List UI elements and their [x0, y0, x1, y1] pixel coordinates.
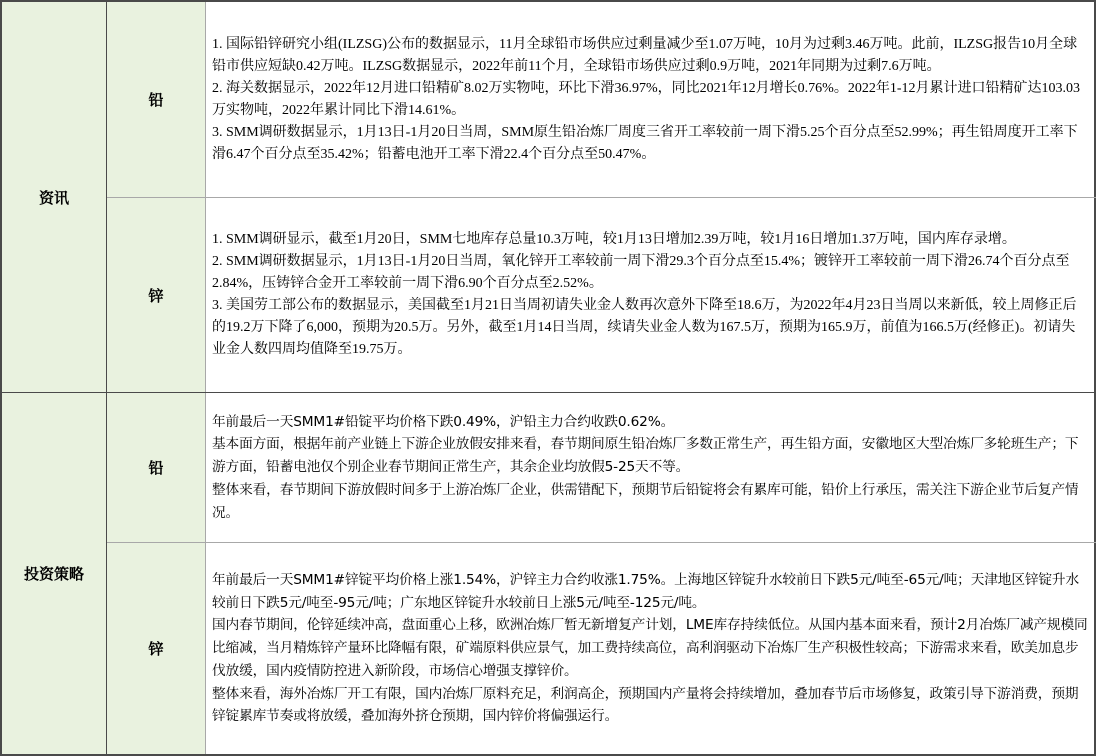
paragraph: 3. 美国劳工部公布的数据显示，美国截至1月21日当周初请失业金人数再次意外下降至18.6万，为2022年4月23日当周以来新低，较上周修正后的19.2万下降了6,000，预期为20.5万。另外，截至1月14日当周，续请失业金人数为167.5万，预期为165.9万，前值为166.5万(经修正)。初请失业金人数四周均值降至19.75万。	[212, 298, 1077, 357]
metal-label: 铅	[148, 459, 164, 477]
metal-label: 锌	[148, 286, 164, 305]
paragraph: 年前最后一天SMM1#锌锭平均价格上涨1.54%，沪锌主力合约收涨1.75%。上海地区锌锭升水较前日下跌5元/吨至-65元/吨；天津地区锌锭升水较前日下跌5元/吨至-95元/吨；广东地区锌锭升水较前日上涨5元/吨至-125元/吨。	[212, 572, 1080, 611]
paragraph: 3. SMM调研数据显示，1月13日-1月20日当周，SMM原生铅冶炼厂周度三省开工率较前一周下滑5.25个百分点至52.99%；再生铅周度开工率下滑6.47个百分点至35.42%；铅蓄电池开工率下滑22.4个百分点至50.47%。	[212, 124, 1078, 162]
metal-label: 锌	[148, 640, 164, 658]
paragraph: 基本面方面，根据年前产业链上下游企业放假安排来看，春节期间原生铅冶炼厂多数正常生产，再生铅方面，安徽地区大型冶炼厂多轮班生产；下游方面，铅蓄电池仅个别企业春节期间正常生产，其余企业均放假5-25天不等。	[212, 436, 1079, 476]
paragraph: 1. 国际铅锌研究小组(ILZSG)公布的数据显示，11月全球铅市场供应过剩量减少至1.07万吨，10月为过剩3.46万吨。此前，ILZSG报告10月全球铅市供应短缺0.42万吨。ILZSG数据显示，2022年前11个月，全球铅市场供应过剩0.9万吨，2021年同期为过剩7.6万吨。	[212, 36, 1078, 74]
paragraph: 国内春节期间，伦锌延续冲高，盘面重心上移，欧洲冶炼厂暂无新增复产计划，LME库存持续低位。从国内基本面来看，预计2月冶炼厂减产规模同比缩减，当月精炼锌产量环比降幅有限，矿端原料供应景气，加工费持续高位，高利润驱动下冶炼厂生产积极性较高；下游需求来看，欧美加息步伐放缓，国内疫情防控进入新阶段，市场信心增强支撑锌价。	[212, 617, 1088, 679]
metal-cell-strategy-zinc	[107, 543, 206, 754]
category-cell-strategy	[2, 393, 107, 754]
paragraph: 2. 海关数据显示，2022年12月进口铅精矿8.02万实物吨，环比下滑36.97%，同比2021年12月增长0.76%。2022年1-12月累计进口铅精矿达103.03万实物吨，2022年累计同比下滑14.61%。	[212, 80, 1080, 118]
news-lead-content	[206, 2, 1094, 197]
strategy-lead-content	[206, 393, 1094, 542]
category-cell-news	[2, 2, 107, 392]
paragraph: 整体来看，海外冶炼厂开工有限，国内冶炼厂原料充足，利润高企，预期国内产量将会持续增加，叠加春节后市场修复，政策引导下游消费，预期锌锭累库节奏或将放缓，叠加海外挤仓预期，国内锌价将偏强运行。	[212, 685, 1079, 725]
paragraph: 整体来看，春节期间下游放假时间多于上游冶炼厂企业，供需错配下，预期节后铅锭将会有累库可能，铅价上行承压，需关注下游企业节后复产情况。	[212, 481, 1079, 521]
metal-label: 铅	[148, 91, 164, 109]
category-label: 资讯	[38, 188, 69, 207]
paragraph: 1. SMM调研显示，截至1月20日，SMM七地库存总量10.3万吨，较1月13日增加2.39万吨，较1月16日增加1.37万吨，国内库存录增。	[212, 232, 1016, 247]
metal-cell-news-zinc	[107, 198, 206, 392]
metal-cell-strategy-lead	[107, 393, 206, 542]
paragraph: 年前最后一天SMM1#铅锭平均价格下跌0.49%，沪铅主力合约收跌0.62%。	[212, 413, 675, 430]
strategy-zinc-content	[206, 543, 1094, 754]
category-label: 投资策略	[23, 565, 84, 583]
metal-cell-news-lead	[107, 2, 206, 197]
paragraph: 2. SMM调研数据显示，1月13日-1月20日当周，氧化锌开工率较前一周下滑29.3个百分点至15.4%；镀锌开工率较前一周下滑26.74个百分点至2.84%，压铸锌合金开工率较前一周下滑6.90个百分点至2.52%。	[212, 254, 1070, 291]
news-zinc-content	[206, 198, 1094, 392]
